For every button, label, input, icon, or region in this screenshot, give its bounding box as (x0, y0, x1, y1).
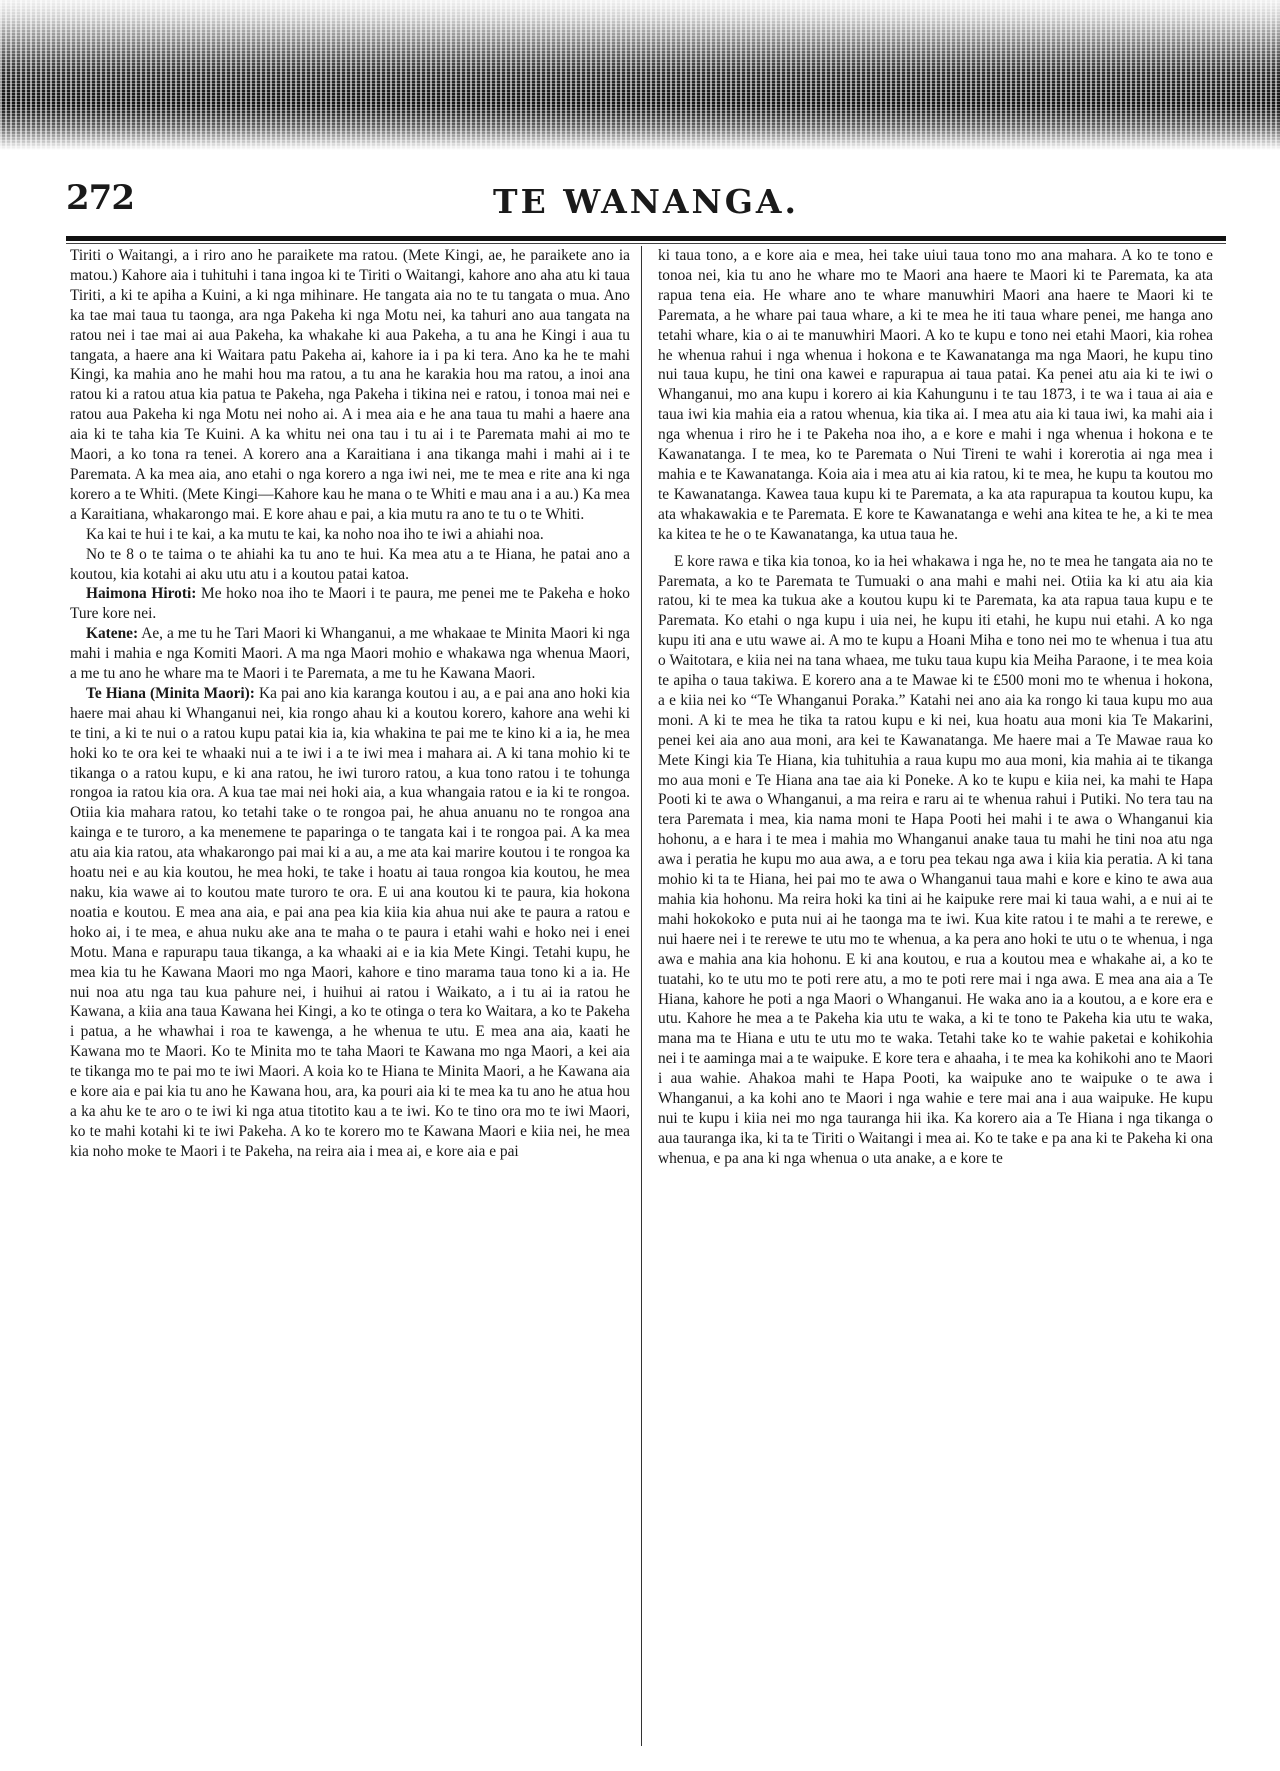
page-number: 272 (66, 178, 134, 218)
speech-text: Me hoko noa iho te Maori i te paura, me penei me te Pakeha e hoko Ture kore nei. (70, 585, 630, 623)
right-column (658, 246, 1213, 1746)
header-rule (66, 236, 1226, 241)
right-paragraph: E kore rawa e tika kia tonoa, ko ia hei whakawa i nga he, no te mea he tangata aia no te Paremata, a ko te Paremata te Tumuaki o ana mahi e mahi nei. Otiia ka ki atu aia kia ratou, ki te mea ka tukua ake a koutou kupu ki te Paremata, ka ata rapua taua kupu e te Paremata. Ko etahi o nga kupu i uia nei, he kupu iti etahi, he kupu nui etahi. A ko nga kupu iti ana e utu wawe ai. A mo te kupu a Hoani Miha e tono nei mo te whenua i tua atu o Waitotara, e kiia nei na tana whaea, me tuku taua kupu kia Meiha Paraone, i te mea koia te apiha o taua takiwa. E korero ana a te Mawae ki te £500 moni mo te whenua i hokona, a e kiia nei ko “Te Whanganui Poraka.” Katahi nei ano aia ka rongo ki taua kupu mo aua moni. A ki te mea he tika ta ratou kupu e ki nei, kua hoatu aua moni kia Te Makarini, penei kei aia ano aua moni, ara kei te Kawanatanga. Me haere mai a Te Mawae raua ko Mete Kingi kia Te Hiana, kia tuhituhia a raua kupu mo aua moni, kia mahia ai te tikanga mo aua moni e Te Hiana ana tae aia ki Poneke. A ko te kupu e kiia nei, ka mahi te Hapa Pooti ki te awa o Whanganui, a ma reira e raru ai te whenua rahui i Putiki. No tera tau na tera Paremata i mea, kia nama moni te Hapa Pooti hei mahi i te awa o Whanganui kia hohonu, a e hara i te mea i mahia mo Whanganui anake taua tu mahi he tini noa atu nga awa i peratia he kupu mo aua awa, a e toru pea tekau nga awa i kiia kia peratia. A ki tana mohio ki ta te Hiana, hei pai mo te awa o Whanganui taua mahi e kore e kino te awa aua mahia kia hohonu. Ma reira hoki ka tini ai he kaipuke rere mai ki taua wahi, a e nui ai te mahi hokokoko e puta nui ai he taonga ma te iwi. Kua kite ratou i te mahi a te rerewe, e nui haere nei i te rerewe te utu mo te whenua, a ka pera ano hoki te utu o te whenua, i nga awa e mahia ana kia hohonu. E ki ana koutou, e rua a koutou mea e whakahe ai, a ko te tuatahi, ko te utu mo te poti rere atu, a mo te poti rere mai i nga awa. E mea ana aia a Te Hiana, kahore he poti a nga Maori o Whanganui. He waka ano ia a koutou, a e kore era e utu. Kahore he mea a te Pakeha kia utu te waka, a ki te tono te Pakeha kia utu te waka, mana ma te Hiana e utu te utu mo te waka. Tetahi take ko te wahie paketai e kohikohia nei i te aaminga mai a te waipuke. E kore tera e ahaaha, i te mea ka kohikohi ano te Maori i aua wahie. Ahakoa mahi te Hapa Pooti, ka waipuke ano te waipuke o te awa i Whanganui, a ka kohi ano te Maori i nga wahie e tere mai ana i aua waipuke. He kupu nui te kupu i kiia nei mo nga tauranga hii ika. Ka korero aia a Te Hiana i nga tikanga o aua tauranga ika, ki ta te Tiriti o Waitangi i mea ai. Ko te take e pa ana ki te Pakeha ki ona whenua, e pa ana ki nga whenua o uta anake, a e kore te (658, 552, 1213, 1167)
left-paragraph: No te 8 o te taima o te ahiahi ka tu ano te hui. Ka mea atu a te Hiana, he patai ano a koutou, kia kotahi ai aku utu atu i a koutou patai katoa. (70, 545, 630, 583)
speaker-name: Haimona Hiroti: (86, 585, 197, 603)
speech-text: Ka pai ano kia karanga koutou i au, a e pai ana ano hoki kia haere mai ahau ki Whanganui nei, kia rongo ahau ki a koutou korero, kahore ana wehi ki te tini, a ki te nui o a ratou kupu patai kia ia, kia whakina te pai me te kino ki a ia, he mea hoki ko te ora kei te whaaki nui a te iwi i a te iwi mea i mahara ai. A ki tana mohio ki te tikanga o a ratou kupu, e ki ana ratou, he iwi turoro ratou, a kua tono ratou i te tohunga rongoa ia ratou kia ora. A kua tae mai nei hoki aia, a kua whangaia ratou e ia ki te rongoa. Otiia kia mahara ratou, ko tetahi take o te rongoa pai, he ahua anuanu no te rongoa ana kainga e te turoro, a ka menemene te paparinga o te tangata kai i te rongoa pai. A ka mea atu aia kia ratou, ata whakarongo pai mai ki a au, a me ata kai marire koutou i te rongoa ka hoatu nei e au kia koutou, he mea hoki, te take i hoatu ai taua rongoa kia koutou, he mea naku, kia wawe ai to koutou mate turoro te ora. E ui ana koutou ki te paura, kia hokona noatia e koutou. E mea ana aia, e pai ana pea kia kiia kia ahua nui ake te paura a ratou e hoko ai, i te mea, e ahua nuku ake ana te maha o te paura i etahi wahi e hoko nei i enei Motu. Mana e rapurapu taua tikanga, a ka whaaki ai e ia kia Mete Kingi. Tetahi kupu, he mea kia tu he Kawana Maori mo nga Maori, kahore e tino marama taua tono ki a ia. He nui noa atu nga tau kua pahure nei, i huihui ai ratou i Waikato, a i tu ai ia ratou he Kawana, a kiia ana taua Kawana hei Kingi, a ko te otinga o tera ko Waitara, a ko te Pakeha i patua, a he whawhai i roa te kawenga, a he whenua te utu. E mea ana aia, kaati he Kawana mo te Maori. Ko te Minita mo te taha Maori te Kawana mo nga Maori, a kei aia te tikanga mo te pai mo te iwi Maori. A koia ko te Hiana te Minita Maori, a he Kawana aia e kore aia e pai kia tu ano he Kawana hou, ara, ka pouri aia ki te mea ka tu ano he atua hou a ka ahu ke te aro o te iwi ki nga atua titotito kau a te iwi. Ko te tino ora mo te iwi Maori, ko te mahi kotahi ki te iwi Pakeha. A ko te korero mo te Kawana Maori e kiia nei, he mea kia noho moke te Maori i te Pakeha, na reira aia i mea ai, e kore aia e pai (70, 684, 630, 1160)
speaker-name: Katene: (86, 625, 139, 643)
speaker-name: Te Hiana (Minita Maori): (86, 684, 255, 702)
scanned-page-top-edge (0, 0, 1280, 150)
column-divider (641, 246, 642, 1746)
left-paragraph (70, 584, 630, 624)
header-rule-thin (66, 243, 1226, 244)
speech-text: Ae, a me tu he Tari Maori ki Whanganui, a me whakaae te Minita Maori ki nga mahi i mahia e nga Komiti Maori. A ma nga Maori mohio e whakawa nga whenua Maori, a me tu ano he whare ma te Maori i te Paremata, a me tu he Kawana Maori. (70, 625, 630, 683)
newspaper-title: TE WANANGA. (493, 182, 799, 221)
left-paragraph: Ka kai te hui i te kai, a ka mutu te kai, ka noho noa iho te iwi a ahiahi noa. (86, 525, 544, 543)
left-paragraph (70, 684, 630, 1162)
left-column (70, 246, 630, 1746)
page-header (66, 178, 1226, 234)
left-paragraph (70, 624, 630, 684)
left-paragraph: Tiriti o Waitangi, a i riro ano he paraikete ma ratou. (Mete Kingi, ae, he paraikete ano ia matou.) Kahore aia i tuhituhi i tana ingoa ki te Tiriti o Waitangi, kahore ano aha atu ki taua Tiriti, a ki te apiha a Kuini, a ki nga mihinare. He tangata aia no te tu tangata o mua. Ano ka tae mai taua tu taonga, ara nga Pakeha ki nga Motu nei, ka tahuri ano aua tangata na ratou nei i tae mai ai aua Pakeha, ka whakahe ki aua Pakeha, a tu ana he Kingi i aua tu tangata, a haere ana ki Waitara patu Pakeha ai, kahore ia i pa ki tera. Ano ka he te mahi Kingi, ka mahia ano he mahi hou ma ratou, a tu ana he karakia hou ma ratou, a inoi ana ratou ki a ratou atua kia patua te Pakeha, nga Pakeha i tikina nei e ratou, i tonoa mai nei e ratou aua Pakeha ki nga Motu nei noho ai. A i mea aia e he ana taua tu mahi a haere ana aia ki te taha kia Te Kuini. A ka whitu nei ona tau i tu ai i te Paremata mahi ai mo te Maori, a ko tona ra tenei. A korero ana a Karaitiana i ana tikanga mahi i mahi ai i te Paremata. A ka mea aia, ano etahi o nga korero a nga iwi nei, me te mea e rite ana ki nga korero a te Whiti. (Mete Kingi—Kahore kau he mana o te Whiti e mau ana i a au.) Ka mea a Karaitiana, whakarongo mai. E kore ahau e pai, a kia mutu ra ano te tu o te Whiti. (70, 247, 630, 523)
right-paragraph: ki taua tono, a e kore aia e mea, hei take uiui taua tono mo ana mahara. A ko te tono e tonoa nei, kia tu ano he whare mo te Maori ana haere te Maori ki te Paremata, ka ata rapua tena eia. He whare ano te whare manuwhiri Maori ana haere te Maori ki te Paremata, a he whare pai taua whare, a ki te mea he iti taua whare penei, me hanga ano tetahi whare, kia o ai te manuwhiri Maori. A ko te kupu e tono nei etahi Maori, kia rohea he whenua rahui i nga whenua i hokona e te Kawanatanga ma nga Maori, he kupu tino nui taua kupu, he tini ona kawei e rapurapua ai taua patai. Ka penei atu aia ki te iwi o Whanganui, mo ana kupu i korero ai kia Kahungunu i te tau 1873, i te wa i taua ai aia e taua iwi kia mahia eia a ratou whenua, kia tika ai. I mea atu aia ki taua iwi, ka mahi aia i nga whenua i riro he i te Pakeha noa iho, a e kore e mahi i nga whenua i hokona e te Kawanatanga. I te mea, ko te Paremata o Nui Tireni te wahi i korerotia ai nga mea i mahia e te Kawanatanga. Koia aia i mea atu ai kia ratou, ki te mea, he kupu ta koutou mo te Kawanatanga. Kawea taua kupu ki te Paremata, a ka ata rapurapua ta koutou kupu, ka ata whakawakia e te Paremata. E kore te Kawanatanga e wehi ana kitea te he, a ki te mea ka kitea te he o te Kawanatanga, ka utua taua he. (658, 247, 1213, 543)
